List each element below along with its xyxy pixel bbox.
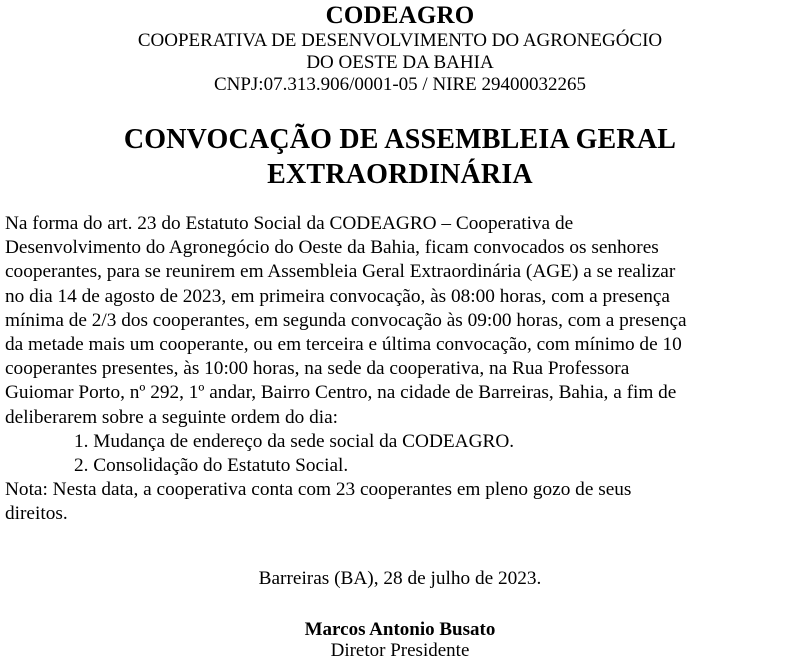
body-line: cooperantes presentes, às 10:00 horas, na sede da cooperativa, na Rua Professora bbox=[5, 358, 630, 380]
signer-name: Marcos Antonio Busato bbox=[304, 619, 496, 640]
note-line: Nota: Nesta data, a cooperativa conta com 23 cooperantes em pleno gozo de seus bbox=[5, 479, 632, 501]
document-title-line-2: EXTRAORDINÁRIA bbox=[267, 159, 533, 190]
notice-body bbox=[5, 212, 797, 527]
body-line: Desenvolvimento do Agronegócio do Oeste da Bahia, ficam convocados os senhores bbox=[5, 237, 659, 259]
agenda-item: 1. Mudança de endereço da sede social da CODEAGRO. bbox=[74, 430, 515, 452]
body-line: no dia 14 de agosto de 2023, em primeira convocação, às 08:00 horas, com a presença bbox=[5, 285, 670, 307]
signer-role: Diretor Presidente bbox=[330, 640, 470, 661]
document-header bbox=[0, 0, 800, 96]
organization-name: CODEAGRO bbox=[325, 2, 475, 29]
document-title-line-1: CONVOCAÇÃO DE ASSEMBLEIA GERAL bbox=[123, 124, 677, 155]
convocation-paragraph bbox=[5, 212, 797, 430]
note-paragraph bbox=[5, 478, 797, 526]
note-line: direitos. bbox=[5, 503, 68, 525]
body-line: da metade mais um cooperante, ou em terceira e última convocação, com mínimo de 10 bbox=[5, 334, 682, 356]
body-line: Na forma do art. 23 do Estatuto Social da CODEAGRO – Cooperativa de bbox=[5, 213, 574, 234]
body-line: deliberarem sobre a seguinte ordem do dia: bbox=[5, 406, 339, 428]
document-title bbox=[0, 122, 800, 192]
organization-full-name-line-2: DO OESTE DA BAHIA bbox=[306, 52, 494, 73]
agenda-list bbox=[5, 430, 797, 478]
body-line: Guiomar Porto, nº 292, 1º andar, Bairro Centro, na cidade de Barreiras, Bahia, a fim de bbox=[5, 382, 677, 404]
organization-full-name-line-1: COOPERATIVA DE DESENVOLVIMENTO DO AGRONEGÓCIO bbox=[137, 30, 663, 51]
body-line: mínima de 2/3 dos cooperantes, em segunda convocação às 09:00 horas, com a presença bbox=[5, 309, 687, 331]
place-and-date: Barreiras (BA), 28 de julho de 2023. bbox=[258, 568, 542, 589]
organization-registry: CNPJ:07.313.906/0001-05 / NIRE 29400032265 bbox=[213, 74, 587, 95]
agenda-item: 2. Consolidação do Estatuto Social. bbox=[74, 455, 349, 477]
body-line: cooperantes, para se reunirem em Assembleia Geral Extraordinária (AGE) a se realizar bbox=[5, 261, 676, 283]
